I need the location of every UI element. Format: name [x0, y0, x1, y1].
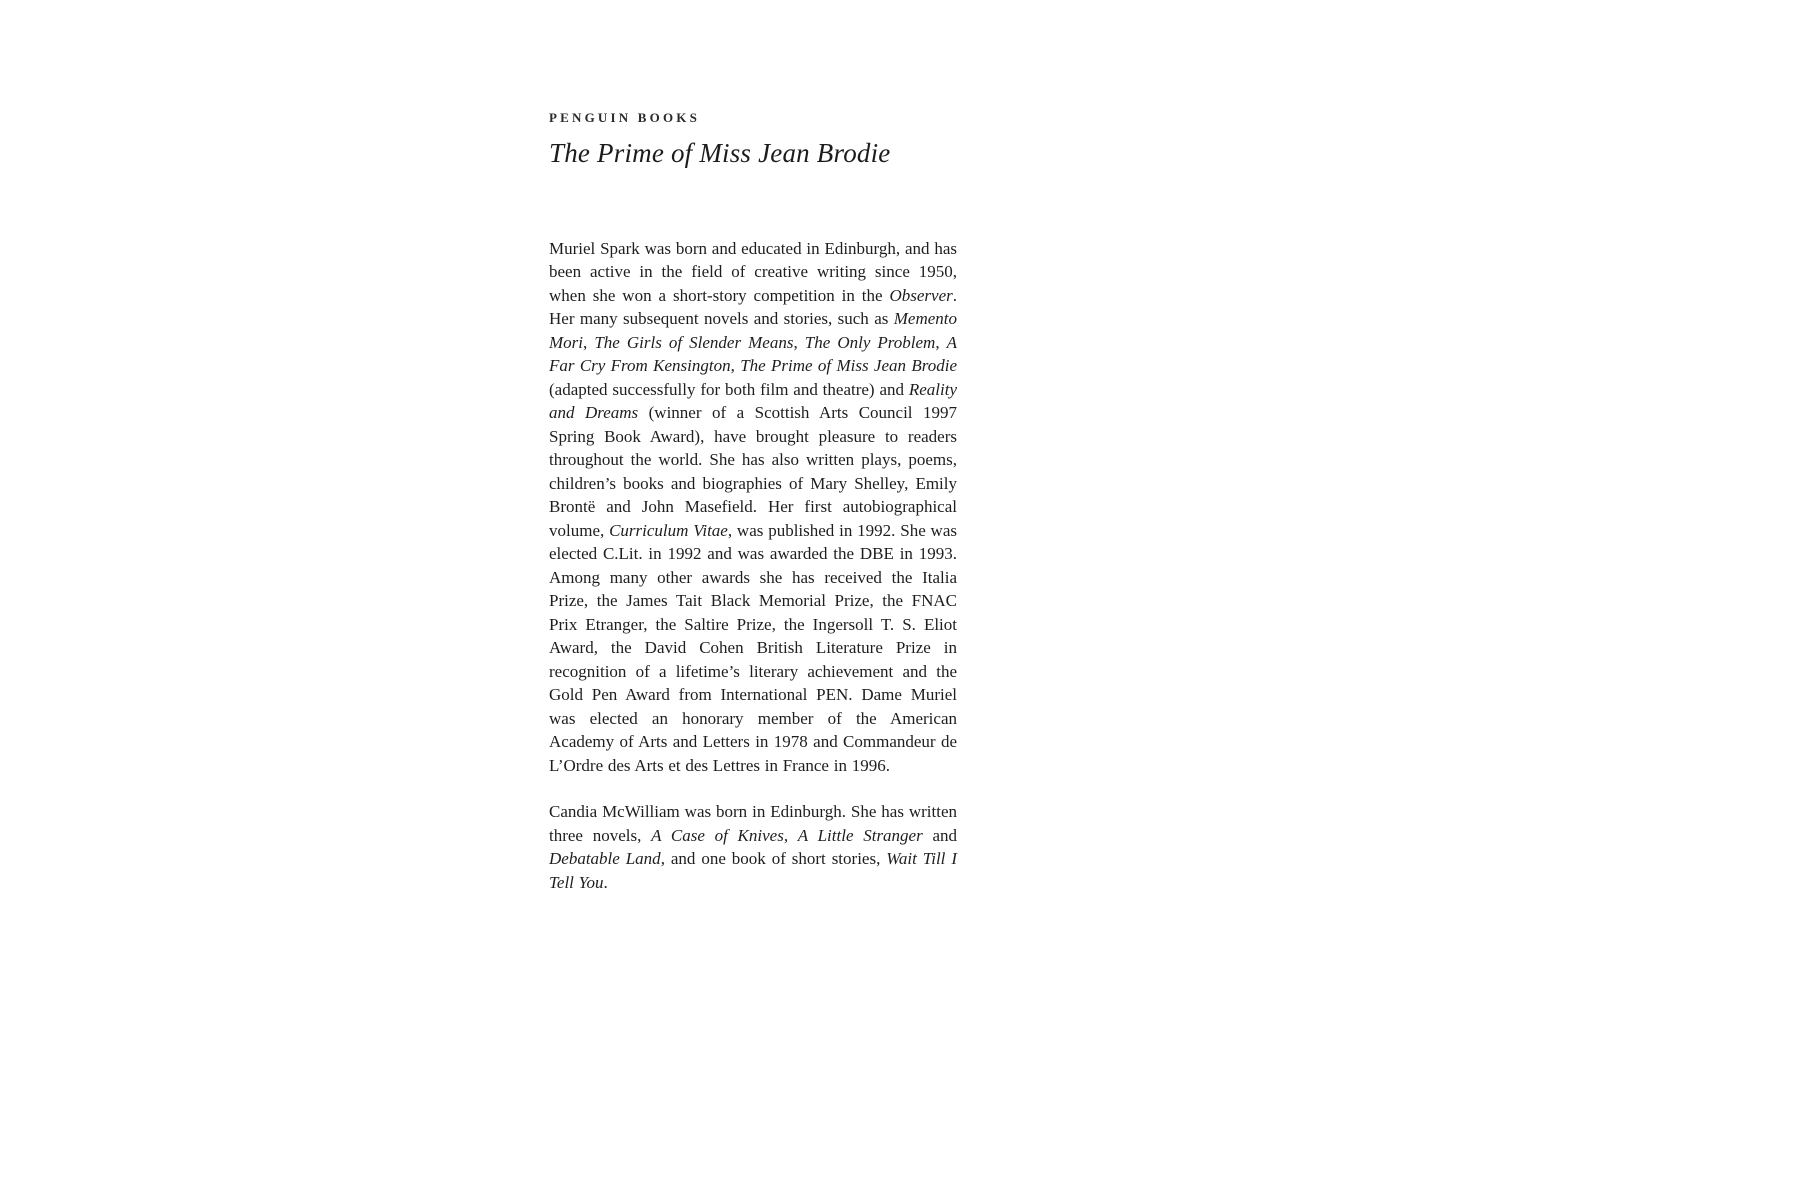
- publisher-imprint: PENGUIN BOOKS: [549, 110, 701, 125]
- bio-paragraph: Muriel Spark was born and educated in Edinburgh, and has been active in the field of creative writing since 1950, when she won a short-story competition in the Observer. Her many subsequent novels and stories, such as Memento Mori, The Girls of Slender Means, The Only Problem, A Far Cry From Kensington, The Prime of Miss Jean Brodie (adapted successfully for both film and theatre) and Reality and Dreams (winner of a Scottish Arts Council 1997 Spring Book Award), have brought pleasure to readers throughout the world. She has also written plays, poems, children’s books and biographies of Mary Shelley, Emily Brontë and John Masefield. Her first autobiographical volume, Curriculum Vitae, was published in 1992. She was elected C.Lit. in 1992 and was awarded the DBE in 1993. Among many other awards she has received the Italia Prize, the James Tait Black Memorial Prize, the FNAC Prix Etranger, the Saltire Prize, the Ingersoll T. S. Eliot Award, the David Cohen British Literature Prize in recognition of a lifetime’s literary achievement and the Gold Pen Award from International PEN. Dame Muriel was elected an honorary member of the American Academy of Arts and Letters in 1978 and Commandeur de L’Ordre des Arts et des Lettres in France in 1996.: [549, 238, 958, 775]
- text-block: [549, 110, 957, 894]
- bio-paragraph: Candia McWilliam was born in Edinburgh. She has written three novels, A Case of Knives, A Little Stranger and Debatable Land, and one book of short stories, Wait Till I Tell You.: [549, 802, 957, 892]
- author-bio: [549, 237, 957, 895]
- book-title: The Prime of Miss Jean Brodie: [549, 138, 891, 168]
